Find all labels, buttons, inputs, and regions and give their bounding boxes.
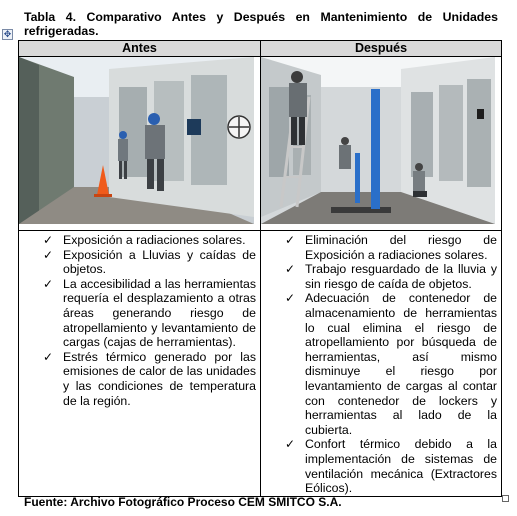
- photo-despues: [261, 57, 501, 230]
- checkmark-icon: ✓: [43, 247, 54, 262]
- header-antes: Antes: [19, 41, 261, 57]
- despues-list: [261, 233, 497, 496]
- header-despues: Después: [261, 41, 502, 57]
- table-resize-handle[interactable]: [502, 495, 509, 502]
- table-caption: Tabla 4. Comparativo Antes y Después en Mantenimiento de Unidades refrigeradas.: [24, 10, 498, 38]
- list-cell-antes: [19, 231, 261, 497]
- table-move-handle-icon[interactable]: ✥: [3, 29, 12, 39]
- list-item: ✓ Adecuación de contenedor de almacenamiento de herramientas lo cual elimina el riesgo de atropellamiento por búsqueda de herramientas, así mismo disminuye el riesgo por levantamiento de cargas al contar con contenedor de lockers y herramientas al lado de la cubierta.: [285, 291, 497, 437]
- list-cell-despues: [261, 231, 502, 497]
- checkmark-icon: ✓: [285, 291, 296, 306]
- photo-cell-antes: [19, 57, 261, 231]
- list-item: ✓ Exposición a radiaciones solares.: [43, 233, 246, 247]
- checkmark-icon: ✓: [285, 437, 296, 452]
- photo-antes: [19, 57, 260, 230]
- list-item: ✓ La accesibilidad a las herramientas requería el desplazamiento a otras áreas generando riesgo de atropellamiento y levantamiento de cargas (cajas de herramientas).: [43, 276, 256, 350]
- list-item: ✓ Eliminación del riesgo de Exposición a radiaciones solares.: [285, 233, 497, 262]
- list-item: ✓ Estrés térmico generado por las emisiones de calor de las unidades y las condiciones de temperatura de la región.: [43, 349, 256, 408]
- antes-list: [19, 233, 256, 408]
- checkmark-icon: ✓: [43, 349, 54, 364]
- photo-cell-despues: [261, 57, 502, 231]
- checkmark-icon: ✓: [285, 262, 296, 277]
- photo-antes-image: [19, 57, 254, 224]
- list-item: ✓ Trabajo resguardado de la lluvia y sin riesgo de caída de objetos.: [285, 262, 497, 291]
- photo-despues-image: [261, 57, 495, 224]
- checkmark-icon: ✓: [43, 276, 54, 291]
- list-item: ✓ Exposición a Lluvias y caídas de objetos.: [43, 247, 256, 277]
- list-item: ✓ Confort térmico debido a la implementación de sistemas de ventilación mecánica (Extractores Eólicos).: [285, 437, 497, 496]
- checkmark-icon: ✓: [43, 233, 54, 247]
- checkmark-icon: ✓: [285, 233, 296, 247]
- source-note: Fuente: Archivo Fotográfico Proceso CEM SMITCO S.A.: [24, 495, 342, 509]
- comparison-table: [18, 40, 502, 497]
